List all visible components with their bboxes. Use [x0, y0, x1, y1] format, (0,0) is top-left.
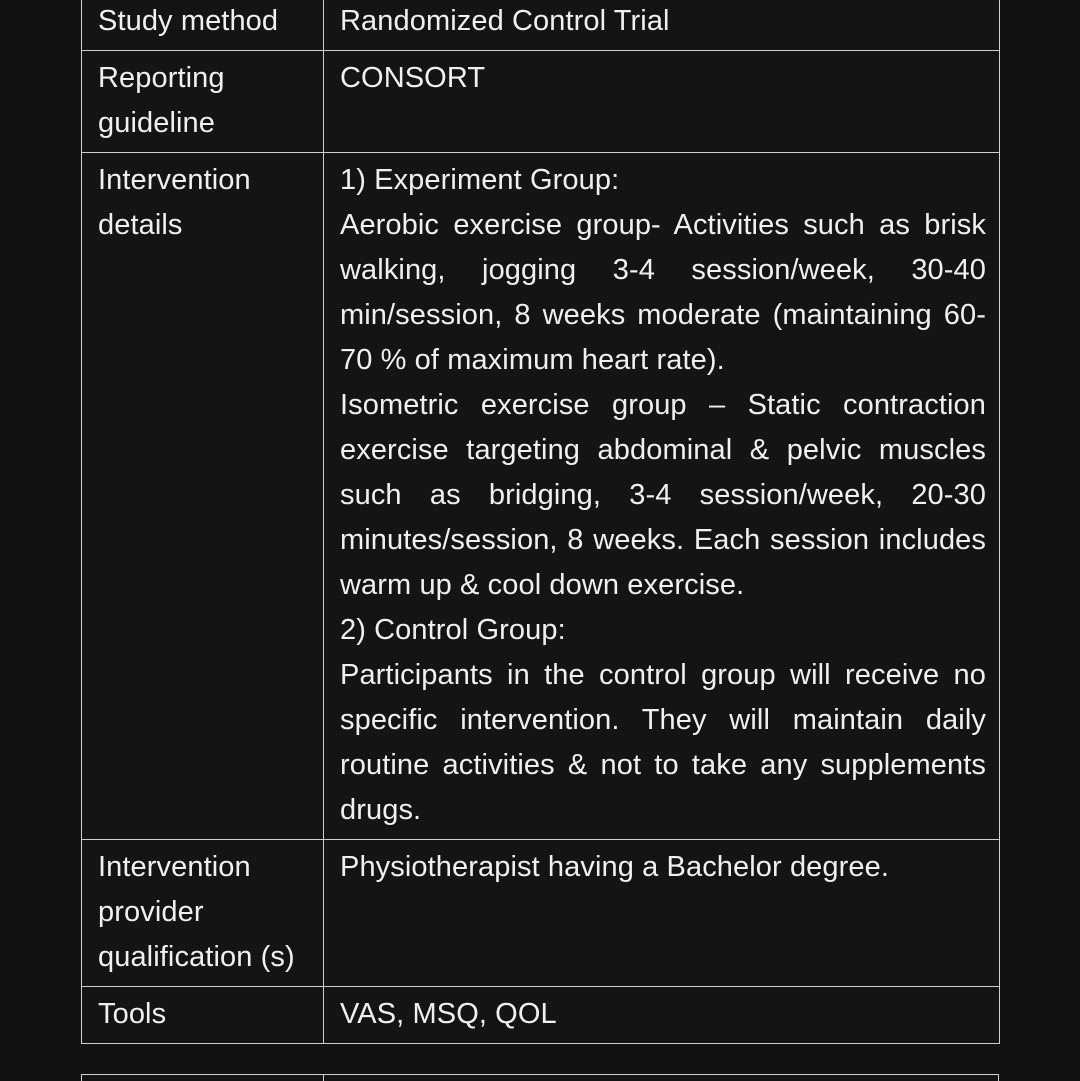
- protocol-table-container: [81, 0, 999, 1044]
- paragraph-aerobic-exercise-group: Aerobic exercise group- Activities such as brisk walking, jogging 3-4 session/week, 30-40 min/session, 8 weeks moderate (maintaining 60-70 % of maximum heart rate).: [340, 209, 986, 376]
- row-label-tools: Tools: [98, 998, 167, 1030]
- table-row: [82, 51, 1000, 153]
- row-value-cell: [324, 987, 1000, 1044]
- row-label-cell: [82, 153, 324, 840]
- paragraph-control-group-heading: 2) Control Group:: [340, 614, 566, 646]
- row-label-intervention-details: Intervention details: [98, 164, 251, 241]
- next-row-clipped: [81, 1074, 999, 1081]
- row-label-reporting-guideline: Reporting guideline: [98, 62, 225, 139]
- row-value-cell: [324, 0, 1000, 51]
- table-row: [82, 0, 1000, 51]
- paragraph-experiment-group-heading: 1) Experiment Group:: [340, 164, 620, 196]
- table-row: [82, 840, 1000, 987]
- row-value-reporting-guideline: CONSORT: [340, 62, 486, 94]
- row-value-study-method: Randomized Control Trial: [340, 5, 670, 37]
- row-value-intervention-details: [324, 153, 999, 839]
- row-value-tools: VAS, MSQ, QOL: [340, 998, 557, 1030]
- row-value-cell: [324, 840, 1000, 987]
- paragraph-isometric-exercise-group: Isometric exercise group – Static contraction exercise targeting abdominal & pelvic muscles such as bridging, 3-4 session/week, 20-30 minutes/session, 8 weeks. Each session includes warm up & cool down exercise.: [340, 389, 986, 601]
- paragraph-control-group-description: Participants in the control group will receive no specific intervention. They will maintain daily routine activities & not to take any supplements drugs.: [340, 659, 986, 826]
- row-label-study-method: Study method: [98, 5, 279, 37]
- protocol-table: [81, 0, 1000, 1044]
- row-label-cell: [82, 0, 324, 51]
- table-row: [82, 153, 1000, 840]
- table-row: [82, 987, 1000, 1044]
- row-label-cell: [82, 51, 324, 153]
- row-label-provider-qualification: Intervention provider qualification (s): [98, 851, 295, 973]
- row-label-cell: [82, 840, 324, 987]
- row-label-cell: [82, 987, 324, 1044]
- row-value-cell: [324, 153, 1000, 840]
- row-value-cell: [324, 51, 1000, 153]
- row-value-provider-qualification: Physiotherapist having a Bachelor degree.: [340, 851, 889, 883]
- column-divider: [323, 1075, 324, 1081]
